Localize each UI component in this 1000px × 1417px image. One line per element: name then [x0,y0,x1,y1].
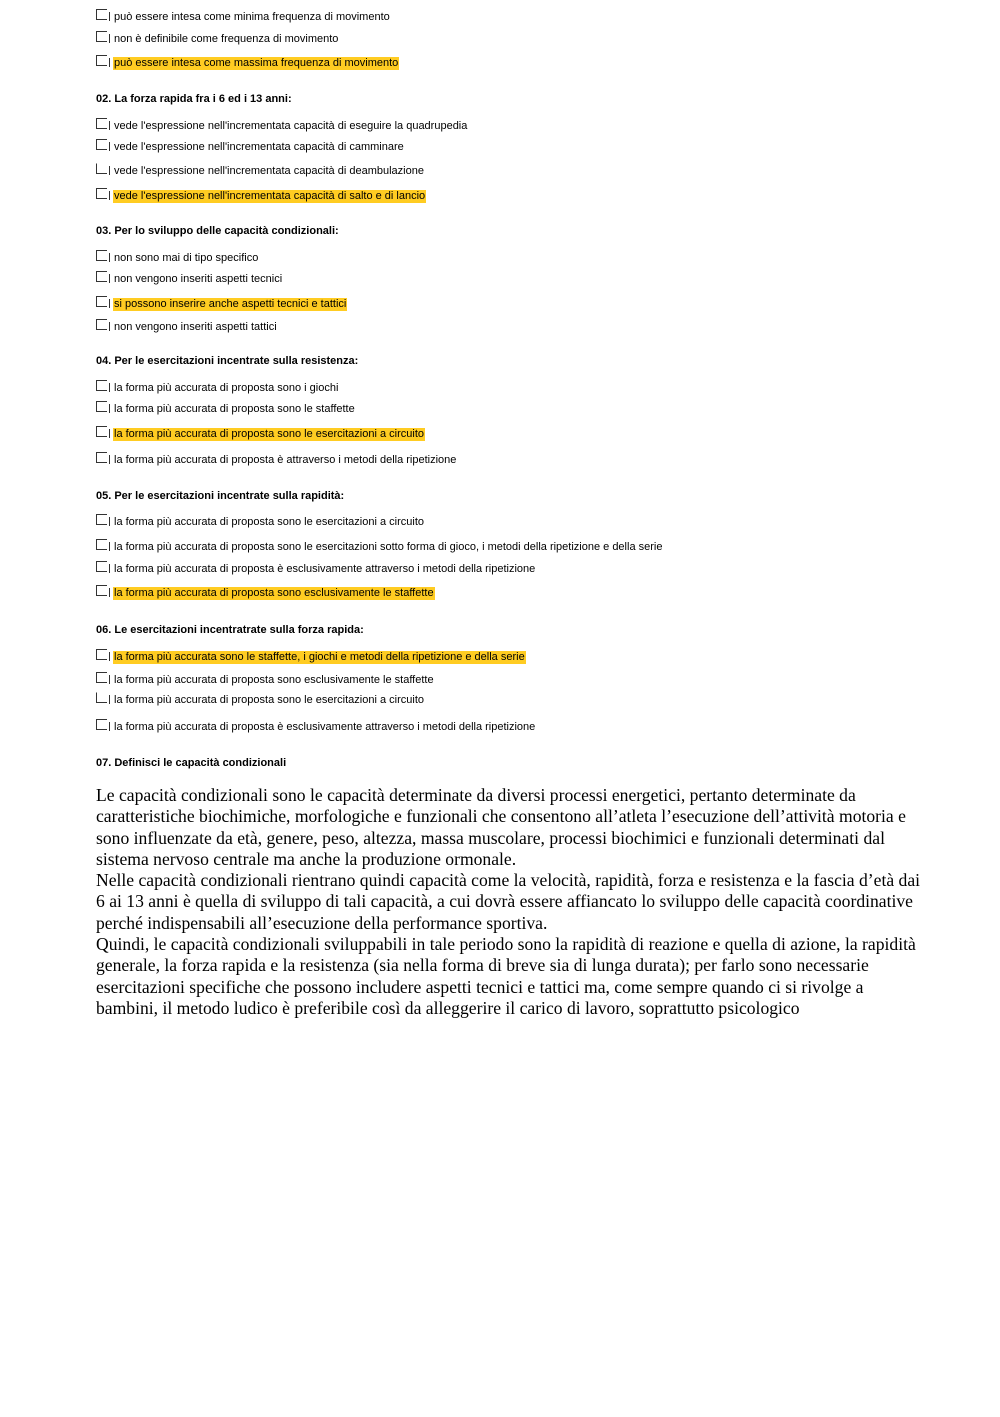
option-label: la forma più accurata di proposta sono esclusivamente le staffette [114,674,434,686]
q05-option-1[interactable] [96,511,425,529]
checkbox-icon[interactable] [96,118,107,129]
checkbox-icon[interactable] [96,426,107,437]
option-label: non vengono inseriti aspetti tattici [114,321,277,333]
q05-option-2[interactable] [96,536,663,554]
q03-option-1[interactable] [96,247,259,265]
checkbox-icon[interactable] [96,672,107,683]
option-label: vede l'espressione nell'incrementata capacità di camminare [114,141,404,153]
q02-option-2[interactable] [96,136,405,154]
q01-option-2[interactable] [96,28,339,46]
checkbox-icon[interactable] [96,380,107,391]
question-04-title: 04. Per le esercitazioni incentrate sulla resistenza: [96,355,359,367]
option-label: la forma più accurata di proposta sono le esercitazioni sotto forma di gioco, i metodi della ripetizione e della serie [114,541,663,553]
answer-paragraph: Nelle capacità condizionali rientrano quindi capacità come la velocità, rapidità, forza e resistenza e la fascia d’età dai 6 ai 13 anni è quella di sviluppo di tali capacità, a cui dovrà essere affiancato lo sviluppo delle capacità coordinative perché indispensabili all’esecuzione della performance sportiva. [96,870,921,933]
option-label: non sono mai di tipo specifico [114,252,259,264]
q06-option-1-selected[interactable] [96,646,526,664]
checkbox-icon[interactable] [96,163,107,174]
option-label: la forma più accurata di proposta sono le esercitazioni a circuito [114,428,424,440]
option-label: vede l'espressione nell'incrementata capacità di eseguire la quadrupedia [114,120,468,132]
q03-option-4[interactable] [96,316,278,334]
answer-paragraph: Le capacità condizionali sono le capacità determinate da diversi processi energetici, pertanto determinate da caratteristiche biochimiche, morfologiche e funzionali che consentono all’atleta l’esecuzione dell’attività motoria e sono influenzate da età, genere, peso, altezza, massa muscolare, processi biochimici e funzionali determinati dal sistema nervoso centrale ma anche la produzione ormonale. [96,785,906,869]
option-label: la forma più accurata di proposta è esclusivamente attraverso i metodi della ripetizione [114,563,536,575]
checkbox-icon[interactable] [96,250,107,261]
checkbox-icon[interactable] [96,514,107,525]
checkbox-icon[interactable] [96,139,107,150]
answer-essay [96,785,926,1019]
question-07-title: 07. Definisci le capacità condizionali [96,757,287,769]
checkbox-icon[interactable] [96,401,107,412]
checkbox-icon[interactable] [96,649,107,660]
q04-option-2[interactable] [96,398,356,416]
checkbox-icon[interactable] [96,539,107,550]
q05-option-3[interactable] [96,558,536,576]
question-02-title: 02. La forza rapida fra i 6 ed i 13 anni: [96,93,292,105]
q02-option-4-selected[interactable] [96,185,426,203]
option-label: la forma più accurata sono le staffette, i giochi e metodi della ripetizione e della serie [114,651,525,663]
q01-option-3-selected[interactable] [96,52,399,70]
option-label: può essere intesa come massima frequenza di movimento [114,57,399,69]
q04-option-4[interactable] [96,449,457,467]
option-label: la forma più accurata di proposta è esclusivamente attraverso i metodi della ripetizione [114,721,536,733]
option-label: la forma più accurata di proposta sono le esercitazioni a circuito [114,516,424,528]
q06-option-2[interactable] [96,669,435,687]
option-label: vede l'espressione nell'incrementata capacità di deambulazione [114,165,424,177]
checkbox-icon[interactable] [96,692,107,703]
q06-option-4[interactable] [96,716,536,734]
option-label: vede l'espressione nell'incrementata capacità di salto e di lancio [114,190,426,202]
checkbox-icon[interactable] [96,452,107,463]
checkbox-icon[interactable] [96,561,107,572]
option-label: la forma più accurata di proposta sono esclusivamente le staffette [114,587,434,599]
option-label: può essere intesa come minima frequenza di movimento [114,11,390,23]
option-label: non è definibile come frequenza di movimento [114,33,339,45]
q04-option-3-selected[interactable] [96,423,425,441]
option-label: la forma più accurata di proposta sono le staffette [114,403,355,415]
checkbox-icon[interactable] [96,271,107,282]
option-label: la forma più accurata di proposta è attraverso i metodi della ripetizione [114,454,457,466]
q03-option-2[interactable] [96,268,283,286]
q05-option-4-selected[interactable] [96,582,435,600]
checkbox-icon[interactable] [96,188,107,199]
checkbox-icon[interactable] [96,55,107,66]
answer-paragraph: Quindi, le capacità condizionali sviluppabili in tale periodo sono la rapidità di reazione e quella di azione, la rapidità generale, la forza rapida e la resistenza (sia nella forma di breve sia di lunga durata); per farlo sono necessarie esercitazioni specifiche che possono includere aspetti tecnici e tattici ma, come sempre quando ci si rivolge a bambini, il metodo ludico è preferibile così da alleggerire il carico di lavoro, soprattutto psicologico [96,934,916,1018]
question-05-title: 05. Per le esercitazioni incentrate sulla rapidità: [96,490,345,502]
checkbox-icon[interactable] [96,296,107,307]
checkbox-icon[interactable] [96,31,107,42]
option-label: la forma più accurata di proposta sono i giochi [114,382,339,394]
q03-option-3-selected[interactable] [96,293,347,311]
option-label: la forma più accurata di proposta sono le esercitazioni a circuito [114,694,424,706]
checkbox-icon[interactable] [96,719,107,730]
q06-option-3[interactable] [96,689,425,707]
checkbox-icon[interactable] [96,9,107,20]
question-03-title: 03. Per lo sviluppo delle capacità condizionali: [96,225,339,237]
q02-option-1[interactable] [96,115,468,133]
q02-option-3[interactable] [96,160,425,178]
q01-option-1[interactable] [96,6,391,24]
question-06-title: 06. Le esercitazioni incentratrate sulla forza rapida: [96,624,364,636]
checkbox-icon[interactable] [96,585,107,596]
option-label: si possono inserire anche aspetti tecnici e tattici [114,298,347,310]
checkbox-icon[interactable] [96,319,107,330]
option-label: non vengono inseriti aspetti tecnici [114,273,283,285]
q04-option-1[interactable] [96,377,339,395]
